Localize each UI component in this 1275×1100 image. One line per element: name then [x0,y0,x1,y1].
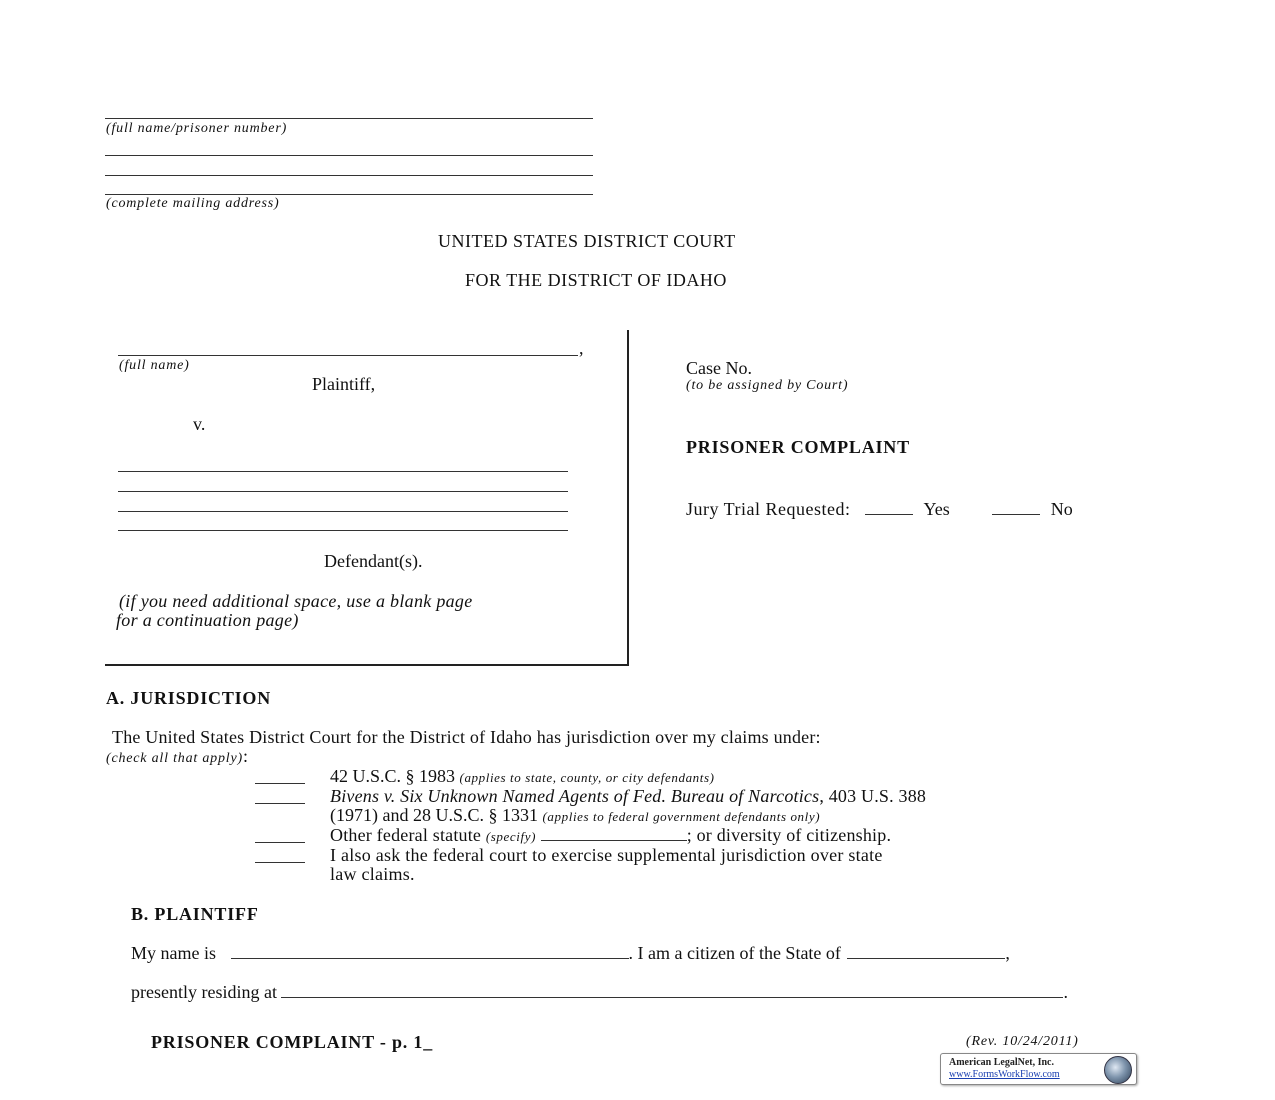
check-all-note: (check all that apply) [106,751,243,766]
state-comma: , [1005,943,1010,963]
address-line-2[interactable] [105,175,593,176]
jury-trial-label: Jury Trial Requested: [686,499,851,519]
court-title: UNITED STATES DISTRICT COURT [438,231,736,251]
jury-trial-row [686,499,1073,520]
plaintiff-name-comma: , [579,338,584,358]
option-bivens-checkbox[interactable] [255,789,305,804]
address-line-3[interactable] [105,194,593,195]
prisoner-complaint-title: PRISONER COMPLAINT [686,437,910,457]
caption-vertical-rule [627,330,629,666]
jury-yes-label: Yes [923,499,950,519]
option-1983-checkbox[interactable] [255,769,305,784]
residence-row [131,982,1068,1003]
court-district: FOR THE DISTRICT OF IDAHO [465,270,727,290]
option-bivens-line2-note: (applies to federal government defendants only) [542,809,821,824]
globe-icon [1104,1056,1132,1084]
defendant-line-4[interactable] [118,530,568,531]
footer-page-label: PRISONER COMPLAINT - p. 1_ [151,1032,433,1052]
option-bivens-case: Bivens v. Six Unknown Named Agents of Fed. Bureau of Narcotics [330,786,820,806]
footer-revision: (Rev. 10/24/2011) [966,1034,1079,1049]
option-bivens-text [330,786,926,807]
residence-blank[interactable] [281,983,1063,998]
jurisdiction-heading: A. JURISDICTION [106,688,272,708]
option-other-statute-checkbox[interactable] [255,828,305,843]
defendants-label: Defendant(s). [324,551,423,571]
jury-no-label: No [1050,499,1073,519]
state-blank[interactable] [847,944,1005,959]
option-other-statute-text [330,825,891,846]
additional-space-note-line-2: for a continuation page) [116,610,299,630]
case-number-label: Case No. [686,358,752,378]
plaintiff-heading: B. PLAINTIFF [131,904,259,924]
option-supplemental-checkbox[interactable] [255,848,305,863]
residence-period: . [1063,982,1068,1002]
jurisdiction-intro: The United States District Court for the District of Idaho has jurisdiction over my claims under: [112,727,821,747]
versus-label: v. [193,414,206,434]
defendant-line-3[interactable] [118,511,568,512]
jury-yes-blank[interactable] [865,500,913,515]
option-supplemental-line2: law claims. [330,864,415,884]
option-other-statute-tail: ; or diversity of citizenship. [686,825,892,845]
option-other-statute-specify: (specify) [485,829,536,844]
option-1983-main: 42 U.S.C. § 1983 [330,766,456,786]
logo-company-name: American LegalNet, Inc. [949,1057,1054,1068]
plaintiff-name-blank[interactable] [231,944,629,959]
citizen-of-state-label: . I am a citizen of the State of [628,943,841,963]
presently-residing-label: presently residing at [131,982,277,1002]
option-supplemental-line1: I also ask the federal court to exercise supplemental jurisdiction over state [330,845,883,865]
plaintiff-name-row [131,943,1010,964]
jury-no-blank[interactable] [992,500,1040,515]
full-name-prisoner-number-label: (full name/prisoner number) [106,121,288,136]
additional-space-note-line-1: (if you need additional space, use a blank page [119,591,473,611]
other-statute-blank[interactable] [541,826,687,841]
plaintiff-name-line[interactable] [118,355,578,356]
defendant-line-2[interactable] [118,491,568,492]
assigned-by-court-note: (to be assigned by Court) [686,378,849,393]
option-1983-text [330,766,715,787]
option-bivens-cite: , 403 U.S. 388 [819,786,927,806]
caption-full-name-label: (full name) [119,358,190,373]
option-bivens-line2 [330,805,820,826]
plaintiff-label: Plaintiff, [312,374,376,394]
address-line-1[interactable] [105,155,593,156]
complete-mailing-address-label: (complete mailing address) [106,196,280,211]
defendant-line-1[interactable] [118,471,568,472]
my-name-is-label: My name is [131,943,216,963]
option-other-statute-main: Other federal statute [330,825,482,845]
check-note-row [106,746,248,767]
prisoner-name-line[interactable] [105,118,593,119]
logo-website-link[interactable]: www.FormsWorkFlow.com [949,1069,1060,1080]
caption-bottom-rule [105,664,629,666]
option-1983-note: (applies to state, county, or city defendants) [459,770,715,785]
check-note-colon: : [242,746,248,766]
option-bivens-line2-main: (1971) and 28 U.S.C. § 1331 [330,805,538,825]
american-legalnet-logo[interactable] [940,1053,1137,1085]
